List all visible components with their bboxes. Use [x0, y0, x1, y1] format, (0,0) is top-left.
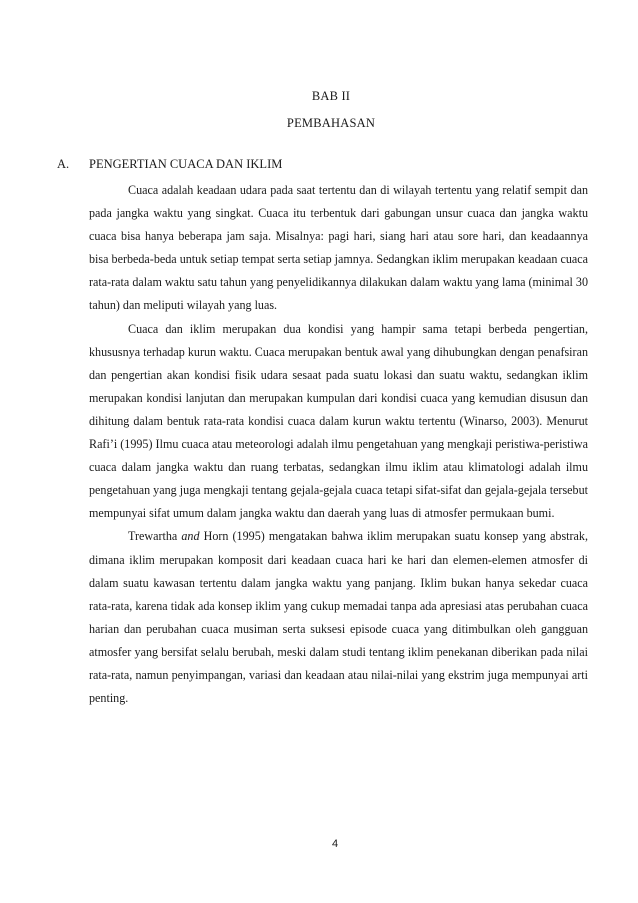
paragraph-3-italic: and [181, 529, 200, 544]
section-number: A. [57, 157, 70, 171]
paragraph-3-start: Trewartha [128, 529, 182, 544]
chapter-number: BAB II [311, 89, 351, 103]
page-number: 4 [331, 838, 339, 850]
paragraph-2: Cuaca dan iklim merupakan dua kondisi yang hampir sama tetapi berbeda pengertian, khususnya terhadap kurun waktu. Cuaca merupakan bentuk awal yang dihubungkan dengan penafsiran dan pengertian akan kondisi fisik udara sesaat pada suatu lokasi dan suatu waktu, sedangkan iklim merupakan kondisi lanjutan dan merupakan kumpulan dari kondisi cuaca yang kemudian disusun dan dihitung dalam bentuk rata-rata kondisi cuaca dalam kurun waktu tertentu (Winarso, 2003). Menurut Rafi’i (1995) Ilmu cuaca atau meteorologi adalah ilmu pengetahuan yang mengkaji peristiwa-peristiwa cuaca dalam jangka waktu dan ruang terbatas, sedangkan ilmu iklim atau klimatologi adalah ilmu pengetahuan yang juga mengkaji tentang gejala-gejala cuaca tetapi sifat-sifat dan gejala-gejala tersebut mempunyai sifat umum dalam jangka waktu dan daerah yang luas di atmosfer permukaan bumi. [89, 321, 588, 521]
paragraph-1: Cuaca adalah keadaan udara pada saat tertentu dan di wilayah tertentu yang relatif sempit dan pada jangka waktu yang singkat. Cuaca itu terbentuk dari gabungan unsur cuaca dan jangka waktu cuaca bisa hanya beberapa jam saja. Misalnya: pagi hari, siang hari atau sore hari, dan keadaannya bisa berbeda-beda untuk setiap tempat serta setiap jamnya. Sedangkan iklim merupakan keadaan cuaca rata-rata dalam waktu satu tahun yang penyelidikannya dilakukan dalam waktu yang lama (minimal 30 tahun) dan meliputi wilayah yang luas. [89, 183, 588, 313]
paragraph-3-rest: Horn (1995) mengatakan bahwa iklim merupakan suatu konsep yang abstrak, dimana iklim merupakan komposit dari keadaan cuaca hari ke hari dan elemen-elemen atmosfer di dalam suatu kawasan tertentu dalam jangka waktu yang panjang. Iklim bukan hanya sekedar cuaca rata-rata, karena tidak ada konsep iklim yang cukup memadai tanpa ada apresiasi atas perubahan cuaca harian dan perubahan cuaca musiman serta suksesi episode cuaca yang ditimbulkan oleh gangguan atmosfer yang bersifat selalu berubah, meski dalam studi tentang iklim penekanan diberikan pada nilai rata-rata, namun penyimpangan, variasi dan keadaan atau nilai-nilai yang ekstrim juga mempunyai arti penting. [89, 529, 588, 706]
body-text [89, 179, 588, 710]
paragraph-3 [89, 525, 588, 710]
section-heading [57, 157, 282, 172]
chapter-title: PEMBAHASAN [286, 116, 376, 130]
section-title: PENGERTIAN CUACA DAN IKLIM [89, 157, 283, 171]
